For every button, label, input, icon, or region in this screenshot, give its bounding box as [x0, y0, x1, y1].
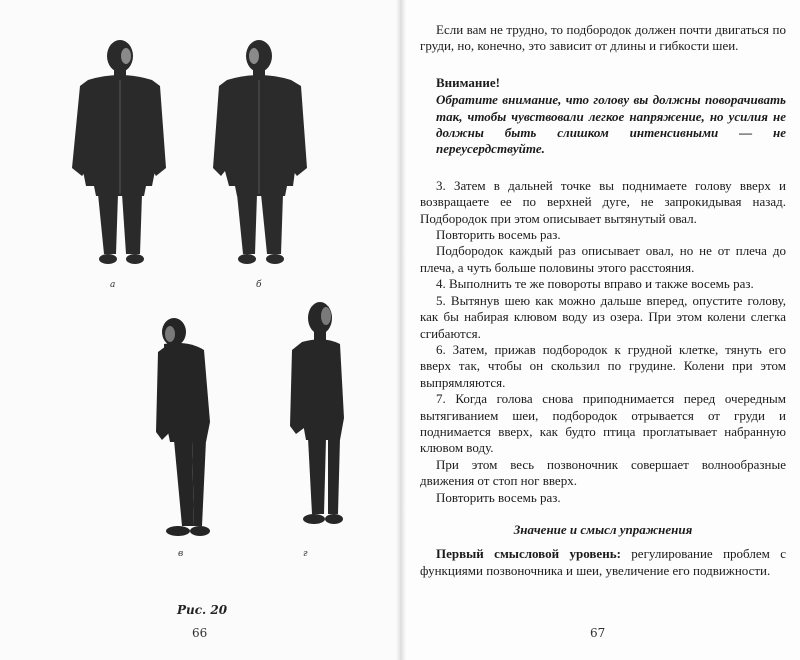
figure-label-b: б [256, 280, 262, 290]
page-number-right: 67 [590, 626, 606, 640]
person-photo-a [60, 36, 170, 276]
step-paragraph: 6. Затем, прижав подбородок к грудной клетке, тянуть его вверх так, чтобы он скользил по грудине. Колени при этом выпрямляются. [420, 341, 786, 390]
page-number-left: 66 [192, 626, 208, 640]
section-text: регулирование проблем с функциями позвоночника и шеи, увеличение его подвижности. [420, 546, 786, 578]
right-page-text [420, 22, 786, 579]
figure-label-d: г [303, 549, 308, 559]
step-paragraph: Повторить восемь раз. [436, 489, 561, 505]
section-title: Значение и смысл упражнения [513, 521, 693, 537]
person-photo-c [148, 312, 228, 542]
person-photo-d [280, 298, 360, 528]
step-paragraph: Повторить восемь раз. [436, 227, 561, 243]
warning-text: Обратите внимание, что голову вы должны поворачивать так, чтобы чувствовали легкое напряжение, но усилия не должны быть слишком интенсивными — не переусердствуйте. [436, 92, 786, 157]
step-paragraph: Подбородок каждый раз описывает овал, но не от плеча до плеча, а чуть больше половины этого расстояния. [420, 243, 786, 275]
figure-caption: Рис. 20 [177, 603, 228, 617]
step-paragraph: 7. Когда голова снова приподнимается перед очередным вытягиванием шеи, подбородок отрывается от груди и поднимается вверх, как будто птица проглатывает набранную клювом воду. [420, 391, 786, 456]
book-gutter [396, 0, 406, 660]
step-paragraph: 4. Выполнить те же повороты вправо и также восемь раз. [436, 276, 754, 292]
step-paragraph: 3. Затем в дальней точке вы поднимаете голову вверх и возвращаете ее по верхней дуге, не запрокидывая назад. Подбородок при этом описывает вытянутый овал. [420, 177, 786, 226]
step-paragraph: При этом весь позвоночник совершает волнообразные движения от стоп ног вверх. [420, 456, 786, 489]
person-photo-b [207, 36, 317, 276]
figure-label-c: в [178, 549, 184, 559]
section-paragraph [420, 546, 786, 579]
figure-label-a: а [110, 280, 116, 290]
paragraph-gap [420, 158, 786, 178]
step-paragraph: 5. Вытянув шею как можно дальше вперед, опустите голову, как бы набирая клювом воду из озера. При этом колени слегка сгибаются. [420, 292, 786, 341]
intro-paragraph: Если вам не трудно, то подбородок должен почти двигаться по груди, но, конечно, это зависит от длины и гибкости шеи. [420, 22, 786, 54]
warning-title: Внимание! [436, 74, 500, 90]
section-lead: Первый смысловой уровень: [436, 546, 621, 562]
